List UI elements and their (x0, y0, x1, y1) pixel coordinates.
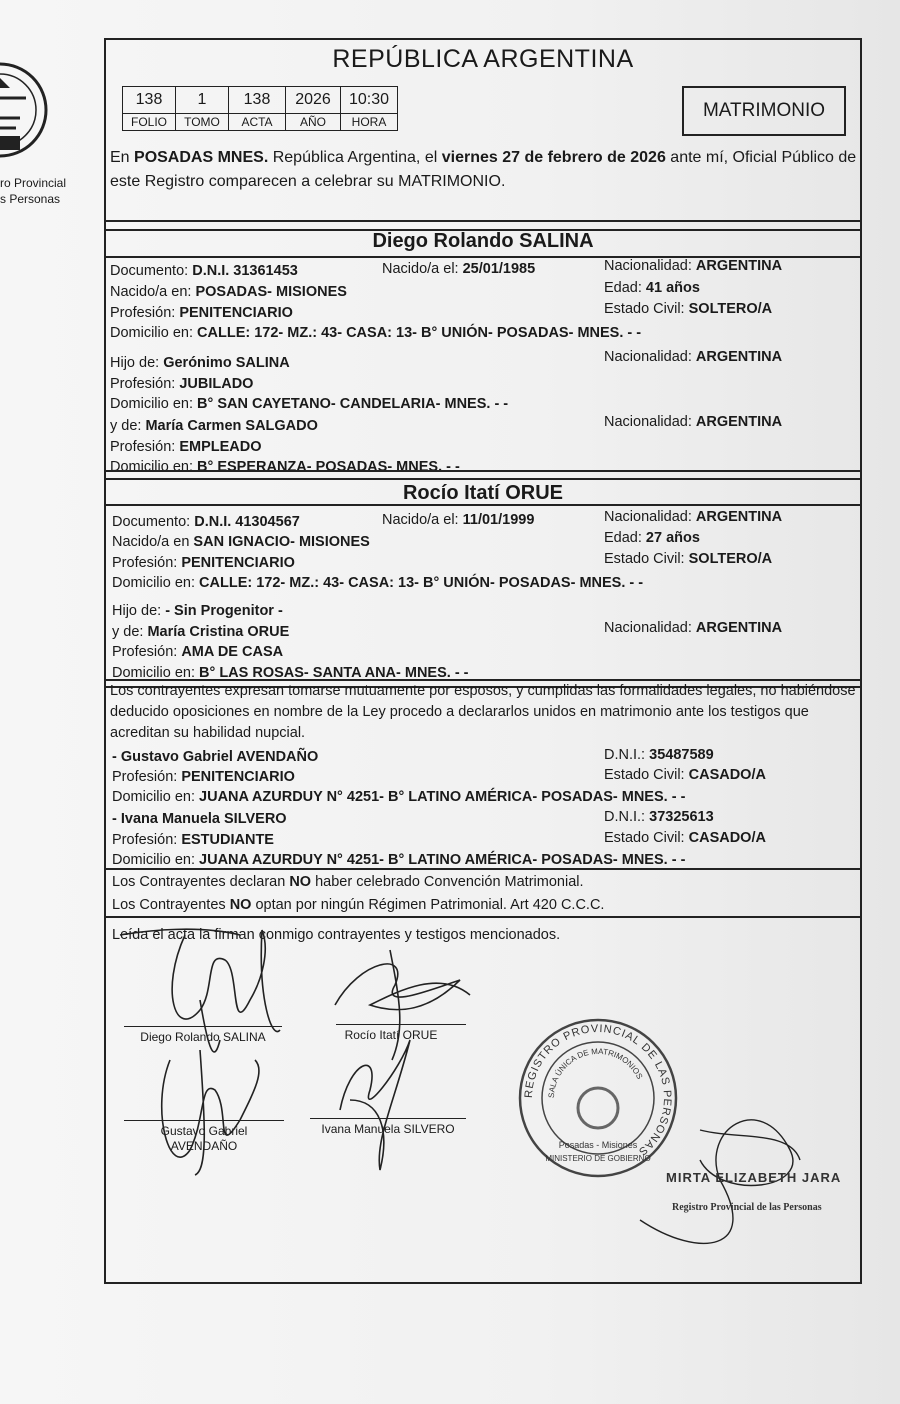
folio-value: 138 (123, 87, 176, 114)
witness2-civil-status: Estado Civil: CASADO/A (604, 830, 766, 846)
witness1-signature-label: Gustavo Gabriel AVENDAÑO (160, 1124, 248, 1153)
tomo-value: 1 (176, 87, 229, 114)
bride-father: Hijo de: - Sin Progenitor - (112, 603, 283, 619)
hour-value: 10:30 (341, 87, 398, 114)
groom-civil-status: Estado Civil: SOLTERO/A (604, 301, 773, 317)
groom-document: Documento: D.N.I. 31361453 (110, 263, 298, 279)
groom-address: Domicilio en: CALLE: 172- MZ.: 43- CASA: 13- B° UNIÓN- POSADAS- MNES. - - (110, 325, 642, 341)
witness2-signature-scribble (340, 1040, 410, 1170)
bride-civil-status: Estado Civil: SOLTERO/A (604, 551, 773, 567)
stamp-city: Posadas - Misiones (558, 1140, 638, 1150)
bride-signature-scribble (335, 950, 470, 1060)
groom-signature-label: Diego Rolando SALINA (140, 1030, 266, 1044)
witness2-dni: D.N.I.: 37325613 (604, 809, 714, 825)
bride-birthplace: Nacido/a en SAN IGNACIO- MISIONES (112, 534, 370, 550)
groom-birthdate: Nacido/a el: 25/01/1985 (382, 261, 536, 277)
groom-father-nationality: Nacionalidad: ARGENTINA (604, 349, 783, 365)
official-name: MIRTA ELIZABETH JARA (666, 1170, 842, 1185)
tomo-label: TOMO (176, 114, 229, 131)
bride-birthdate: Nacido/a el: 11/01/1999 (382, 512, 535, 528)
witness1-signature-scribble (162, 1050, 259, 1175)
logo-line-2: s Personas (0, 192, 61, 206)
bride-name: Rocío Itatí ORUE (402, 482, 563, 504)
svg-text:REGISTRO PROVINCIAL DE LAS PER (523, 1023, 673, 1158)
groom-mother-nationality: Nacionalidad: ARGENTINA (604, 414, 783, 430)
clause-signing: Leída el acta la firman conmigo contrayentes y testigos mencionados. (112, 927, 561, 943)
acta-label: ACTA (229, 114, 286, 131)
groom-name: Diego Rolando SALINA (372, 230, 594, 252)
intro-date: viernes 27 de febrero de 2026 (441, 149, 666, 166)
groom-mother-profession: Profesión: EMPLEADO (110, 439, 262, 455)
groom-father: Hijo de: Gerónimo SALINA (110, 355, 290, 371)
witness2-name: - Ivana Manuela SILVERO (112, 811, 287, 827)
witness1-civil-status: Estado Civil: CASADO/A (604, 767, 766, 783)
witness1-profession: Profesión: PENITENCIARIO (112, 769, 295, 785)
groom-mother: y de: María Carmen SALGADO (110, 418, 318, 434)
witness1-address: Domicilio en: JUANA AZURDUY N° 4251- B° LATINO AMÉRICA- POSADAS- MNES. - - (112, 789, 686, 805)
intro-text-3: ante mí, Oficial Público de este Registro comparecen a celebrar su MATRIMONIO. (110, 149, 857, 190)
witness1-name: - Gustavo Gabriel AVENDAÑO (112, 749, 319, 765)
official-stamp (516, 1016, 680, 1180)
record-type-badge: MATRIMONIO (682, 86, 846, 136)
stamp-ring-text: REGISTRO PROVINCIAL DE LAS PERSONAS (522, 1022, 674, 1158)
intro-text-1: En (110, 149, 135, 166)
logo-line-1: ro Provincial (0, 176, 67, 190)
intro-city: POSADAS MNES. (134, 149, 269, 166)
groom-mother-address: Domicilio en: B° ESPERANZA- POSADAS- MNES. - - (110, 459, 460, 475)
groom-age: Edad: 41 años (604, 280, 700, 296)
witness1-dni: D.N.I.: 35487589 (604, 747, 714, 763)
groom-father-profession: Profesión: JUBILADO (110, 376, 254, 392)
official-office: Registro Provincial de las Personas (672, 1202, 822, 1213)
hour-label: HORA (341, 114, 398, 131)
groom-father-address: Domicilio en: B° SAN CAYETANO- CANDELARIA- MNES. - - (110, 396, 509, 412)
bride-nationality: Nacionalidad: ARGENTINA (604, 509, 783, 525)
page-title: REPÚBLICA ARGENTINA (332, 45, 634, 73)
acta-value: 138 (229, 87, 286, 114)
bride-signature-label: Rocío Itatí ORUE (344, 1028, 438, 1042)
stamp-bottom: MINISTERIO DE GOBIERNO (545, 1154, 651, 1163)
bride-profession: Profesión: PENITENCIARIO (112, 555, 295, 571)
witness2-address: Domicilio en: JUANA AZURDUY N° 4251- B° LATINO AMÉRICA- POSADAS- MNES. - - (112, 852, 686, 868)
groom-birthplace: Nacido/a en: POSADAS- MISIONES (110, 284, 347, 300)
witness2-profession: Profesión: ESTUDIANTE (112, 832, 274, 848)
bride-mother: y de: María Cristina ORUE (112, 624, 290, 640)
groom-nationality: Nacionalidad: ARGENTINA (604, 258, 783, 274)
bride-age: Edad: 27 años (604, 530, 700, 546)
year-label: AÑO (286, 114, 341, 131)
declaration-paragraph: Los contrayentes expresan tomarse mutuamente por esposos, y cumplidas las formalidades legales, no habiéndose deducido oposiciones en nombre de la Ley procedo a declararlos unidos en matrimonio ante los testigos que acreditan su habilidad nupcial. (110, 683, 856, 741)
clause-regime: Los Contrayentes NO optan por ningún Régimen Patrimonial. Art 420 C.C.C. (112, 897, 605, 913)
bride-mother-profession: Profesión: AMA DE CASA (112, 644, 284, 660)
groom-signature-scribble (120, 929, 280, 1052)
bride-address: Domicilio en: CALLE: 172- MZ.: 43- CASA: 13- B° UNIÓN- POSADAS- MNES. - - (112, 575, 644, 591)
intro-text-2: República Argentina, el (268, 149, 442, 166)
bride-document: Documento: D.N.I. 41304567 (112, 514, 300, 530)
stamp-inner-text: SALA ÚNICA DE MATRIMONIOS (546, 1046, 645, 1099)
groom-profession: Profesión: PENITENCIARIO (110, 305, 293, 321)
folio-label: FOLIO (123, 114, 176, 131)
witness2-signature-label: Ivana Manuela SILVERO (321, 1122, 455, 1136)
year-value: 2026 (286, 87, 341, 114)
clause-convention: Los Contrayentes declaran NO haber celebrado Convención Matrimonial. (112, 874, 584, 890)
bride-mother-nationality: Nacionalidad: ARGENTINA (604, 620, 783, 636)
bride-mother-address: Domicilio en: B° LAS ROSAS- SANTA ANA- MNES. - - (112, 665, 469, 681)
